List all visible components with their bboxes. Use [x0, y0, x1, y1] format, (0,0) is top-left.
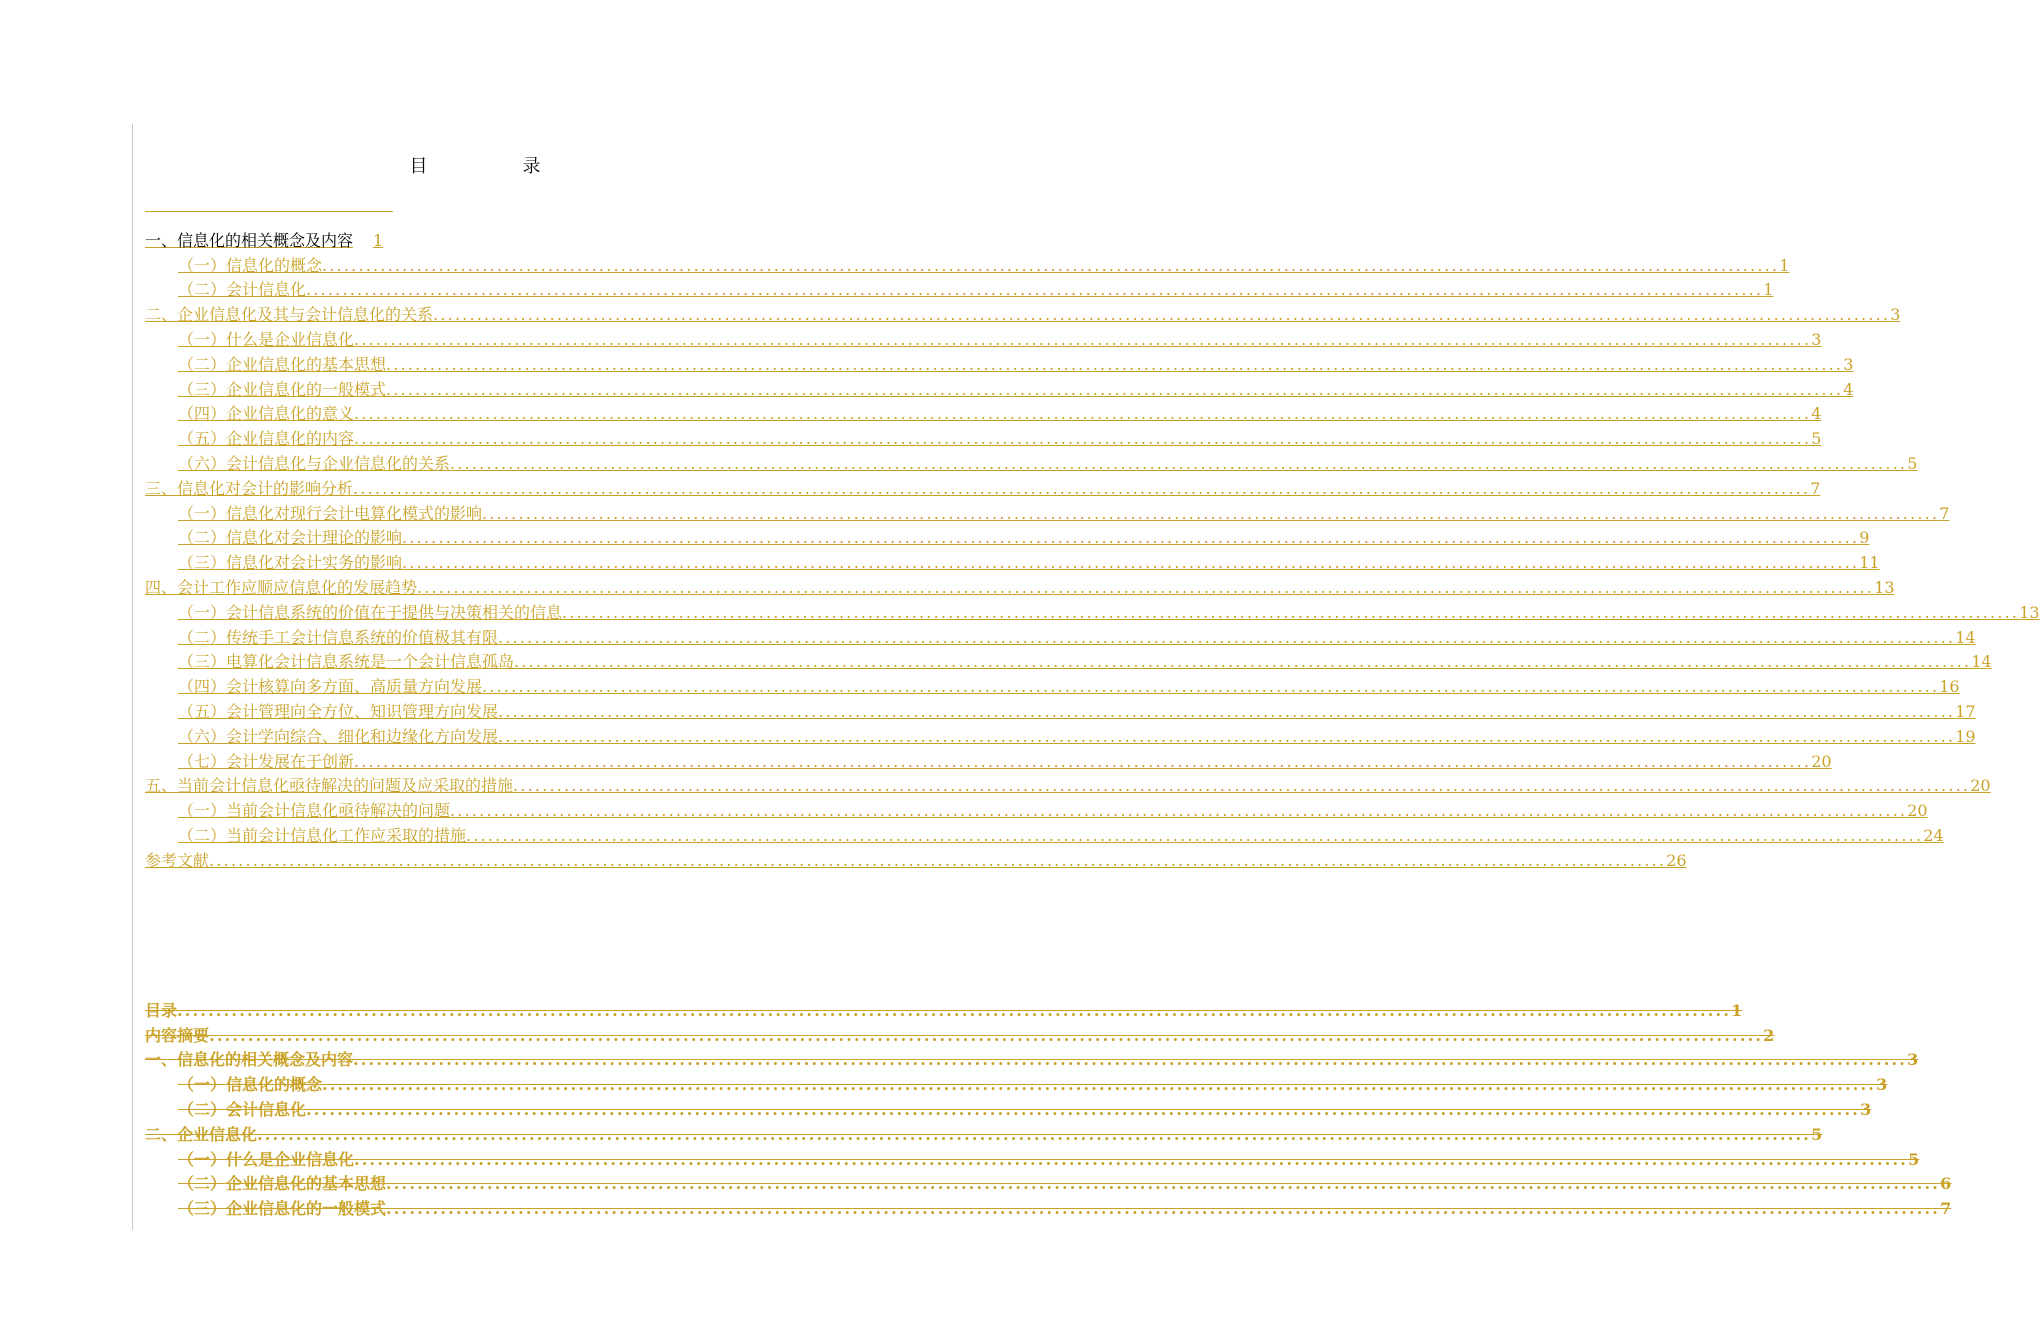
toc-leader-dots: ........................................................................................................................................................................................................	[386, 354, 1844, 374]
toc-entry[interactable]	[145, 1070, 1888, 1095]
toc-leader-dots: ........................................................................................................................................................................................................	[209, 1025, 1764, 1045]
toc-leader-dots: ........................................................................................................................................................................................................	[417, 577, 1875, 597]
toc-leader-dots: ........................................................................................................................................................................................................	[513, 776, 1971, 796]
toc-leader-dots: ........................................................................................................................................................................................................	[402, 528, 1860, 548]
page-title	[0, 152, 950, 178]
toc-page-number: 26	[1666, 850, 1687, 870]
toc-entry[interactable]	[145, 1095, 1872, 1120]
toc-entry-text: （二）企业信息化的基本思想	[178, 1174, 387, 1194]
toc-leader-dots: ........................................................................................................................................................................................................	[450, 801, 1908, 821]
toc-entry[interactable]	[145, 772, 1991, 797]
toc-leader-dots: ........................................................................................................................................................................................................	[498, 701, 1956, 721]
toc-entry-text: （二）传统手工会计信息系统的价值极其有限	[178, 627, 499, 647]
toc-entry-text	[145, 1026, 209, 1046]
toc-entry[interactable]	[145, 226, 805, 251]
toc-entry-text: （六）会计信息化与企业信息化的关系	[178, 453, 451, 473]
toc-leader-dots: ........................................................................................................................................................................................................	[306, 1099, 1861, 1119]
toc-entry-text: （二）会计信息化	[178, 280, 307, 300]
toc-entry[interactable]	[145, 648, 1992, 673]
toc-entry-text: （一）什么是企业信息化	[178, 329, 355, 349]
toc-entry[interactable]	[145, 350, 1854, 375]
toc-entry-text: （三）企业信息化的一般模式	[178, 379, 387, 399]
toc-entry-text: （一）会计信息系统的价值在于提供与决策相关的信息	[178, 602, 563, 622]
toc-leader-dots: ........................................................................................................................................................................................................	[386, 379, 1844, 399]
toc-entry-char: 容	[161, 1025, 178, 1045]
toc-page-number: 7	[1940, 1199, 1952, 1219]
toc-entry[interactable]	[145, 996, 1743, 1021]
toc-leader-dots: ........................................................................................................................................................................................................	[306, 280, 1764, 300]
toc-page-number: 1	[373, 230, 384, 250]
toc-entry[interactable]	[145, 1046, 1919, 1071]
toc-entry-char: 摘	[177, 1025, 194, 1045]
toc-entry[interactable]	[145, 400, 1822, 425]
toc-leader-dots: ........................................................................................................................................................................................................	[322, 255, 1780, 275]
toc-entry-text: 参考文献	[145, 850, 210, 870]
toc-entry-text: （五）会计管理向全方位、知识管理方向发展	[178, 701, 499, 721]
toc-page-number: 7	[1810, 478, 1821, 498]
toc-page-number: 7	[1939, 503, 1950, 523]
toc-page-number: 6	[1940, 1174, 1952, 1194]
toc-page-number: 11	[1859, 553, 1880, 573]
toc-entry-text: 四、会计工作应顺应信息化的发展趋势	[145, 577, 418, 597]
toc-leader-dots: ........................................................................................................................................................................................................	[257, 1124, 1812, 1144]
toc-page-number: 16	[1939, 677, 1960, 697]
toc-page-number: 2	[1763, 1025, 1775, 1045]
toc-page-number: 1	[1763, 280, 1774, 300]
toc-leader-dots: ........................................................................................................................................................................................................	[354, 751, 1812, 771]
toc-entry[interactable]	[145, 1145, 1920, 1170]
toc-page-number: 3	[1811, 329, 1822, 349]
toc-leader-dots: ........................................................................................................................................................................................................	[482, 503, 1940, 523]
toc-leader-dots: ........................................................................................................................................................................................................	[354, 329, 1812, 349]
toc-leader-dots: ........................................................................................................................................................................................................	[322, 1075, 1877, 1095]
toc-entry-text: （一）信息化的概念	[178, 1075, 323, 1095]
toc-entry[interactable]	[145, 251, 1790, 276]
toc-deleted	[145, 996, 1952, 1219]
toc-entry[interactable]	[145, 623, 1976, 648]
toc-page-number: 3	[1890, 305, 1901, 325]
toc-entry-char: 要	[193, 1025, 210, 1045]
toc-page-number: 3	[1907, 1050, 1919, 1070]
toc-page-number: 19	[1955, 726, 1976, 746]
toc-entry-text: （一）当前会计信息化亟待解决的问题	[178, 801, 451, 821]
toc-entry-text: （一）什么是企业信息化	[178, 1149, 355, 1169]
toc-entry-text: （五）企业信息化的内容	[178, 429, 355, 449]
toc-page-number: 14	[1955, 627, 1976, 647]
toc-entry-text: 一、信息化的相关概念及内容	[145, 1050, 354, 1070]
toc-leader-dots: ........................................................................................................................................................................................................	[386, 1174, 1941, 1194]
toc-entry[interactable]	[145, 1120, 1823, 1145]
toc-entry-text: 一、信息化的相关概念及内容	[145, 230, 354, 250]
toc-entry[interactable]	[145, 300, 1901, 325]
toc-entry-text: 五、当前会计信息化亟待解决的问题及应采取的措施	[145, 776, 514, 796]
toc-page-number: 3	[1860, 1099, 1872, 1119]
toc-entry-text: （三）企业信息化的一般模式	[178, 1199, 387, 1219]
toc-page-number: 13	[1874, 577, 1895, 597]
toc-entry-text	[145, 1001, 177, 1021]
toc-leader-dots: ........................................................................................................................................................................................................	[498, 627, 1956, 647]
toc-leader-dots: ........................................................................................................................................................................................................	[562, 602, 2020, 622]
toc-entry[interactable]	[145, 325, 1822, 350]
toc-entry-text: （二）当前会计信息化工作应采取的措施	[178, 825, 467, 845]
toc-entry[interactable]	[145, 821, 1944, 846]
toc-page-number: 20	[1811, 751, 1832, 771]
toc-page-number: 14	[1971, 652, 1992, 672]
toc-entry[interactable]	[145, 573, 1895, 598]
toc-leader-dots: ........................................................................................................................................................................................................	[353, 1050, 1908, 1070]
toc-page-number: 5	[1811, 429, 1822, 449]
toc-entry-text: （七）会计发展在于创新	[178, 751, 355, 771]
toc-leader-dots: ........................................................................................................................................................................................................	[514, 652, 1972, 672]
toc-entry-text: （二）会计信息化	[178, 1099, 307, 1119]
title-rule	[145, 211, 393, 212]
toc-page-number: 20	[1970, 776, 1991, 796]
toc-entry[interactable]	[145, 722, 1976, 747]
toc-entry[interactable]	[145, 375, 1854, 400]
toc-leader-dots: ........................................................................................................................................................................................................	[402, 553, 1860, 573]
toc-entry-text: （六）会计学向综合、细化和边缘化方向发展	[178, 726, 499, 746]
toc-leader-dots: ........................................................................................................................................................................................................	[386, 1199, 1941, 1219]
page-margin-line	[132, 124, 133, 1230]
toc-page-number: 1	[1731, 1000, 1743, 1020]
toc-entry[interactable]	[145, 499, 1950, 524]
toc-entry-text: 二、企业信息化及其与会计信息化的关系	[145, 305, 434, 325]
toc-page-number: 24	[1923, 825, 1944, 845]
toc-entry[interactable]	[145, 524, 1870, 549]
toc-entry-text: （四）企业信息化的意义	[178, 404, 355, 424]
toc-entry-text: （一）信息化对现行会计电算化模式的影响	[178, 503, 483, 523]
toc-entry[interactable]	[145, 672, 1960, 697]
toc-entry-text: （三）信息化对会计实务的影响	[178, 553, 403, 573]
toc-entry[interactable]	[145, 846, 1687, 871]
toc-page-number: 9	[1859, 528, 1870, 548]
toc-entry[interactable]	[145, 796, 1928, 821]
toc-leader-dots: ........................................................................................................................................................................................................	[353, 478, 1811, 498]
toc-leader-dots: ........................................................................................................................................................................................................	[177, 1000, 1732, 1020]
toc-page-number: 20	[1907, 801, 1928, 821]
toc-entry-text: （二）信息化对会计理论的影响	[178, 528, 403, 548]
toc-leader-dots: ........................................................................................................................................................................................................	[433, 305, 1891, 325]
toc-page-number: 17	[1955, 701, 1976, 721]
toc-page-number: 3	[1876, 1075, 1888, 1095]
toc-page-number: 4	[1811, 404, 1822, 424]
title-char-right: 录	[522, 156, 541, 177]
toc-entry-text: （一）信息化的概念	[178, 255, 323, 275]
toc-leader-dots: ........................................................................................................................................................................................................	[354, 404, 1812, 424]
toc-entry[interactable]	[145, 424, 1822, 449]
toc-entry[interactable]	[145, 598, 2040, 623]
toc-entry[interactable]	[145, 1021, 1775, 1046]
toc-entry-char: 内	[145, 1025, 162, 1045]
toc-page-number: 3	[1843, 354, 1854, 374]
toc-leader-dots: ........................................................................................................................................................................................................	[466, 825, 1924, 845]
toc-entry[interactable]	[145, 276, 1774, 301]
toc-entry-text: （四）会计核算向多方面、高质量方向发展	[178, 677, 483, 697]
toc-page-number: 5	[1908, 1149, 1920, 1169]
toc-entry[interactable]	[145, 548, 1880, 573]
toc-entry-char: 录	[161, 1000, 178, 1020]
toc-entry[interactable]	[145, 474, 1821, 499]
toc-leader-dots: ........................................................................................................................................................................................................	[498, 726, 1956, 746]
toc-page-number: 5	[1811, 1124, 1823, 1144]
toc-entry-char: 目	[145, 1000, 162, 1020]
toc-entry[interactable]	[145, 697, 1976, 722]
toc-entry[interactable]	[145, 1194, 1952, 1219]
toc-entry-text: 二、企业信息化	[145, 1124, 258, 1144]
toc-leader-dots: ........................................................................................................................................................................................................	[482, 677, 1940, 697]
toc-page-number: 1	[1779, 255, 1790, 275]
title-char-left: 目	[409, 156, 428, 177]
toc-page-number: 5	[1907, 453, 1918, 473]
toc-page-number: 13	[2019, 602, 2040, 622]
toc-main	[145, 226, 2040, 871]
toc-entry-text: （二）企业信息化的基本思想	[178, 354, 387, 374]
toc-leader-dots: ........................................................................................................................................................................................................	[209, 850, 1667, 870]
toc-entry[interactable]	[145, 449, 1918, 474]
toc-leader-dots: ........................................................................................................................................................................................................	[450, 453, 1908, 473]
toc-leader-dots: ........................................................................................................................................................................................................	[354, 429, 1812, 449]
toc-leader-dots: ........................................................................................................................................................................................................	[354, 1149, 1909, 1169]
toc-entry[interactable]	[145, 1170, 1952, 1195]
toc-entry-text: （三）电算化会计信息系统是一个会计信息孤岛	[178, 652, 515, 672]
toc-entry-text: 三、信息化对会计的影响分析	[145, 478, 354, 498]
toc-entry[interactable]	[145, 747, 1832, 772]
toc-page-number: 4	[1843, 379, 1854, 399]
